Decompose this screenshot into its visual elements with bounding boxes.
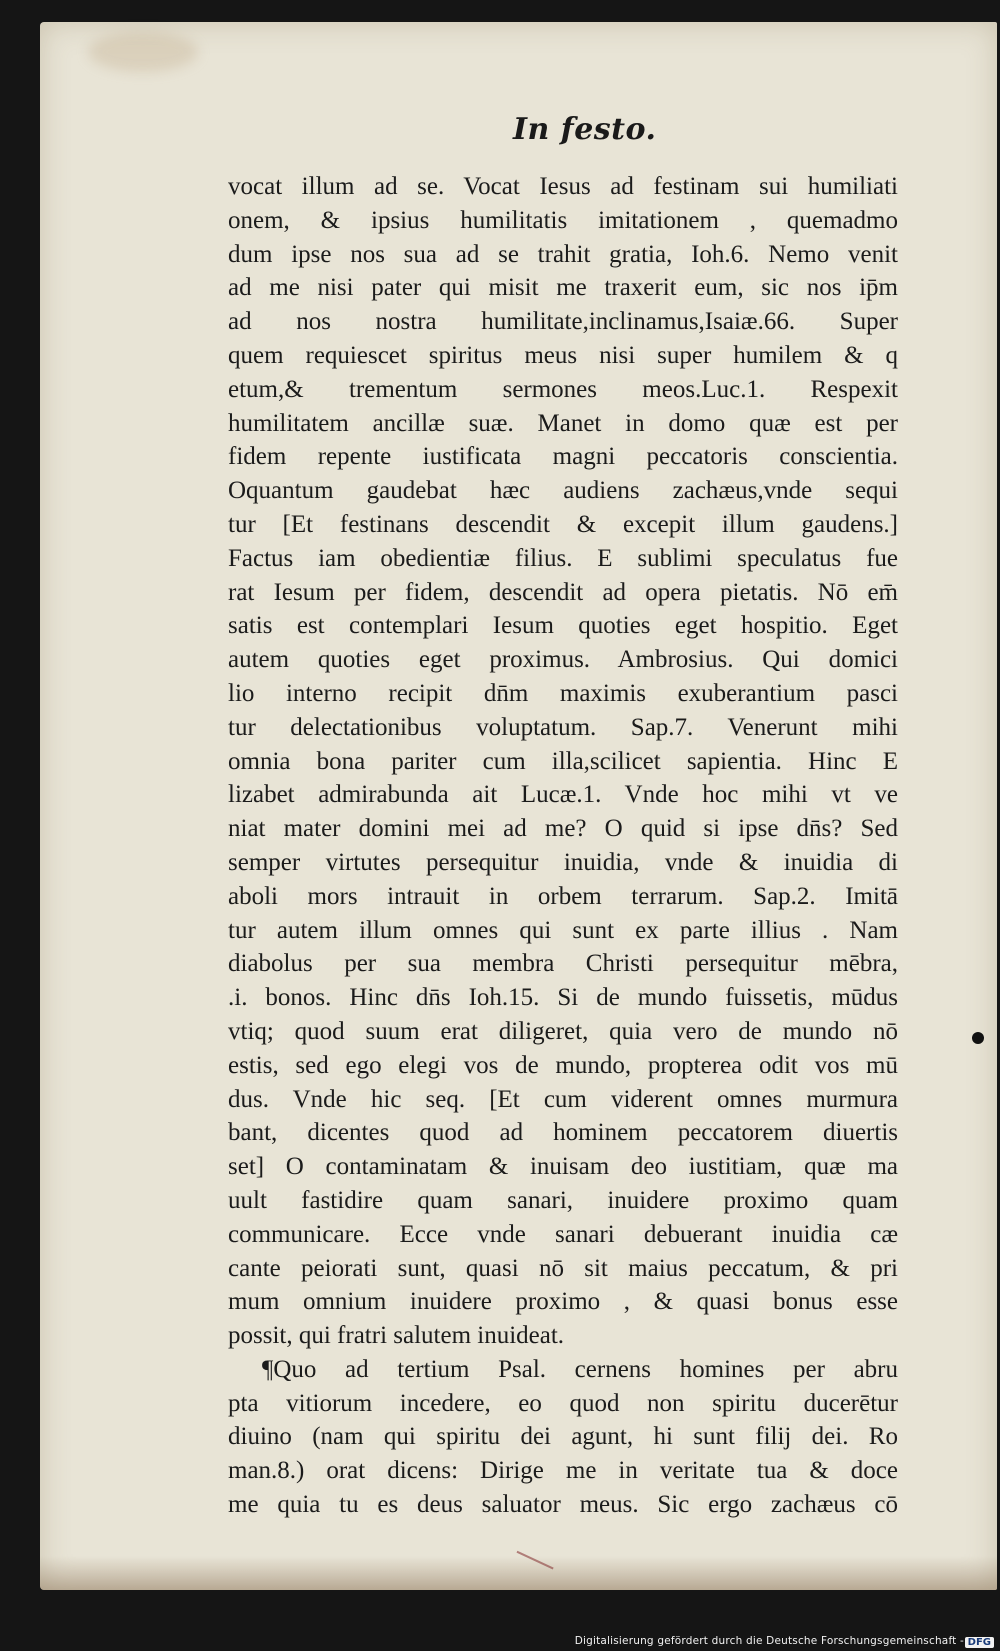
text-line: ad me nisi pater qui misit me traxerit eum, sic nos ip̄m xyxy=(228,274,898,302)
text-line: etum,& trementum sermones meos.Luc.1. Respexit xyxy=(228,375,898,403)
text-line: fidem repente iustificata magni peccatoris conscientia. xyxy=(228,443,898,471)
text-line: ¶Quo ad tertium Psal. cernens homines per abru xyxy=(262,1355,898,1383)
text-line: tur autem illum omnes qui sunt ex parte illius . Nam xyxy=(228,916,898,944)
running-head: In festo. xyxy=(513,112,657,147)
text-line: omnia bona pariter cum illa,scilicet sapientia. Hinc E xyxy=(228,747,898,775)
text-line: Factus iam obedientiæ filius. E sublimi speculatus fue xyxy=(228,544,898,572)
text-line: rat Iesum per fidem, descendit ad opera pietatis. Nō em̄ xyxy=(228,578,898,606)
text-line: mum omnium inuidere proximo , & quasi bonus esse xyxy=(228,1288,898,1316)
dfg-logo: DFG xyxy=(965,1637,994,1648)
text-line: lizabet admirabunda ait Lucæ.1. Vnde hoc mihi vt ve xyxy=(228,781,898,809)
text-line: uult fastidire quam sanari, inuidere proximo quam xyxy=(228,1186,898,1214)
text-line: vtiq; quod suum erat diligeret, quia vero de mundo nō xyxy=(228,1017,898,1045)
text-line: diabolus per sua membra Christi persequitur mēbra, xyxy=(228,950,898,978)
text-line: Oquantum gaudebat hæc audiens zachæus,vnde sequi xyxy=(228,477,898,505)
text-line: man.8.) orat dicens: Dirige me in veritate tua & doce xyxy=(228,1457,898,1485)
text-line: estis, sed ego elegi vos de mundo, propterea odit vos mū xyxy=(228,1051,898,1079)
footer-credit: Digitalisierung gefördert durch die Deutsche Forschungsgemeinschaft - xyxy=(574,1635,964,1647)
text-line: possit, qui fratri salutem inuideat. xyxy=(228,1322,565,1350)
text-line: .i. bonos. Hinc dn̄s Ioh.15. Si de mundo fuissetis, mūdus xyxy=(228,984,898,1012)
text-line: dum ipse nos sua ad se trahit gratia, Ioh.6. Nemo venit xyxy=(228,240,898,268)
text-line: quem requiescet spiritus meus nisi super humilem & q xyxy=(228,341,898,369)
text-line: pta vitiorum incedere, eo quod non spiritu ducerētur xyxy=(228,1389,898,1417)
text-block xyxy=(228,170,898,1522)
text-line: autem quoties eget proximus. Ambrosius. Qui domici xyxy=(228,646,898,674)
text-line: humilitatem ancillæ suæ. Manet in domo quæ est per xyxy=(228,409,898,437)
text-line: diuino (nam qui spiritu dei agunt, hi sunt filij dei. Ro xyxy=(228,1423,898,1451)
text-line: cante peiorati sunt, quasi nō sit maius peccatum, & pri xyxy=(228,1254,898,1282)
text-line: tur [Et festinans descendit & excepit illum gaudens.] xyxy=(228,510,898,538)
margin-dot xyxy=(972,1032,984,1044)
text-line: bant, dicentes quod ad hominem peccatorem diuertis xyxy=(228,1119,898,1147)
text-line: aboli mors intrauit in orbem terrarum. Sap.2. Imitā xyxy=(228,882,898,910)
text-line: satis est contemplari Iesum quoties eget hospitio. Eget xyxy=(228,612,898,640)
text-line: vocat illum ad se. Vocat Iesus ad festinam sui humiliati xyxy=(228,173,898,200)
text-line: niat mater domini mei ad me? O quid si ipse dn̄s? Sed xyxy=(228,815,898,843)
text-line: ad nos nostra humilitate,inclinamus,Isaiæ.66. Super xyxy=(228,308,898,336)
text-line: me quia tu es deus saluator meus. Sic ergo zachæus cō xyxy=(228,1491,898,1519)
text-line: semper virtutes persequitur inuidia, vnde & inuidia di xyxy=(228,848,898,876)
text-line: set] O contaminatam & inuisam deo iustitiam, quæ ma xyxy=(228,1153,898,1181)
text-line: communicare. Ecce vnde sanari debuerant inuidia cæ xyxy=(228,1220,898,1248)
text-line: dus. Vnde hic seq. [Et cum viderent omnes murmura xyxy=(228,1085,898,1113)
text-line: onem, & ipsius humilitatis imitationem , quemadmo xyxy=(228,206,898,234)
text-line: lio interno recipit dn̄m maximis exuberantium pasci xyxy=(228,679,898,707)
paper-stain xyxy=(88,32,198,72)
text-line: tur delectationibus voluptatum. Sap.7. Venerunt mihi xyxy=(228,713,898,741)
